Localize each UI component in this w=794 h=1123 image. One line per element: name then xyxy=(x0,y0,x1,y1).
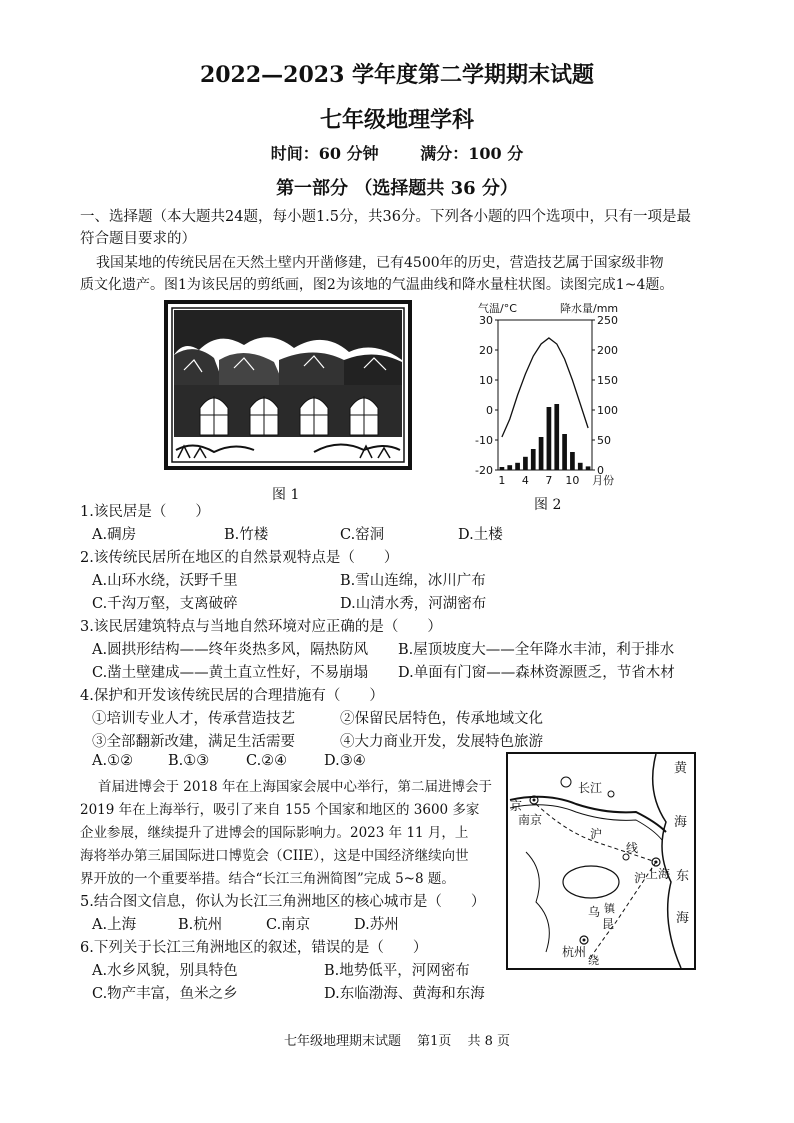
q2-option-c: C.千沟万壑，支离破碎 xyxy=(92,596,238,612)
precipitation-bar xyxy=(554,404,559,470)
exam-score: 满分：100 分 xyxy=(420,144,524,163)
passage2-line: 2019 年在上海举行，吸引了来自 155 个国家和地区的 3600 多家 xyxy=(80,802,480,818)
map-label-yellow: 黄 xyxy=(674,761,688,776)
chart-right-tick-label: 200 xyxy=(597,344,618,357)
q3-option-d: D.单面有门窗——森林资源匮乏，节省木材 xyxy=(398,665,675,681)
q5-option-c: C.南京 xyxy=(266,917,311,933)
precipitation-bar xyxy=(562,434,567,470)
figure2-caption: 图 2 xyxy=(534,497,562,513)
q4-statement-1: ①培训专业人才，传承营造技艺 xyxy=(92,711,295,727)
q2-option-d: D.山清水秀，河湖密布 xyxy=(340,596,487,612)
chart-left-tick-label: -20 xyxy=(475,464,493,477)
yangtze-delta-map xyxy=(506,752,696,970)
q1-option-b: B.竹楼 xyxy=(224,527,269,543)
q5-option-d: D.苏州 xyxy=(354,917,399,933)
precipitation-bar xyxy=(578,463,583,470)
q2-option-b: B.雪山连绵，冰川广布 xyxy=(340,573,486,589)
passage2 xyxy=(80,776,498,891)
q1-option-d: D.土楼 xyxy=(458,527,503,543)
q6-option-b: B.地势低平，河网密布 xyxy=(324,963,470,979)
question-6-stem: 6.下列关于长江三角洲地区的叙述，错误的是（ ） xyxy=(80,940,428,956)
q3-option-a: A.圆拱形结构——终年炎热多风，隔热防风 xyxy=(92,642,369,658)
chart-x-tick-label: 10 xyxy=(565,474,580,487)
passage2-line: 首届进博会于 2018 年在上海国家会展中心举行，第二届进博会于 xyxy=(98,779,492,795)
question-3-stem: 3.该民居建筑特点与当地自然环境对应正确的是（ ） xyxy=(80,619,442,635)
figure1-papercut xyxy=(164,300,412,470)
question-4-stem: 4.保护和开发该传统民居的合理措施有（ ） xyxy=(80,688,384,704)
q5-option-a: A.上海 xyxy=(92,917,137,933)
precipitation-bar xyxy=(523,457,528,470)
map-label-east: 东 xyxy=(676,869,690,884)
chart-right-tick-label: 50 xyxy=(597,434,611,447)
q4-option-b: B.①③ xyxy=(168,753,210,769)
footer-total: 共 8 页 xyxy=(467,1034,511,1049)
map-label-wu: 乌 xyxy=(588,905,601,919)
chart-x-tick-label: 7 xyxy=(545,474,553,487)
q4-statement-4: ④大力商业开发，发展特色旅游 xyxy=(340,734,543,750)
map-label-kun: 昆 xyxy=(602,917,615,931)
question-5-stem: 5.结合图文信息，你认为长江三角洲地区的核心城市是（ ） xyxy=(80,894,486,910)
precipitation-bar xyxy=(515,463,520,470)
map-label-zhen: 镇 xyxy=(604,902,615,915)
question-1-stem: 1.该民居是（ ） xyxy=(80,504,210,520)
q6-option-a: A.水乡风貌，别具特色 xyxy=(92,963,238,979)
passage-line2: 质文化遗产。图1为该民居的剪纸画，图2为该地的气温曲线和降水量柱状图。读图完成1~4题。 xyxy=(80,277,674,293)
chart-left-tick-label: 30 xyxy=(479,314,493,327)
chart-right-tick-label: 0 xyxy=(597,464,604,477)
map-label-sea1: 海 xyxy=(674,815,688,830)
chart-x-unit: 月份 xyxy=(592,474,615,487)
precipitation-bar xyxy=(500,467,505,470)
q6-option-d: D.东临渤海、黄海和东海 xyxy=(324,986,485,1002)
section-intro-line2: 符合题目要求的） xyxy=(80,231,196,247)
chart-left-tick-label: -10 xyxy=(475,434,493,447)
chart-right-tick-label: 150 xyxy=(597,374,618,387)
section-intro-line1: 一、选择题（本大题共24题，每小题1.5分，共36分。下列各小题的四个选项中，只有一项是最 xyxy=(80,209,691,225)
q4-statement-3: ③全部翻新改建，满足生活需要 xyxy=(92,734,295,750)
chart-left-axis-label: 气温/°C xyxy=(478,302,517,315)
q4-option-c: C.②④ xyxy=(246,753,288,769)
chart-left-tick-label: 0 xyxy=(486,404,493,417)
figure2-climate-chart xyxy=(470,312,630,490)
precipitation-bar xyxy=(547,407,552,470)
chart-right-axis-label: 降水量/mm xyxy=(560,302,619,315)
exam-subtitle: 七年级地理学科 xyxy=(319,107,474,133)
footer-page: 第1页 xyxy=(417,1034,452,1049)
temperature-curve xyxy=(502,338,588,437)
map-label-zhu: 绕 xyxy=(588,954,599,967)
chart-left-tick-label: 10 xyxy=(479,374,493,387)
map-label-hu2: 沪 xyxy=(634,871,647,885)
map-label-shanghai: 上海 xyxy=(646,867,671,881)
chart-right-tick-label: 100 xyxy=(597,404,618,417)
q2-option-a: A.山环水绕，沃野千里 xyxy=(92,573,238,589)
chart-left-tick-label: 20 xyxy=(479,344,493,357)
q4-option-d: D.③④ xyxy=(324,753,366,769)
q5-option-b: B.杭州 xyxy=(178,917,223,933)
q1-option-a: A.碉房 xyxy=(92,527,137,543)
q4-statement-2: ②保留民居特色，传承地域文化 xyxy=(340,711,543,727)
question-2-stem: 2.该传统民居所在地区的自然景观特点是（ ） xyxy=(80,550,399,566)
chart-x-tick-label: 1 xyxy=(498,474,506,487)
precipitation-bar xyxy=(586,466,591,470)
passage2-line: 海将举办第三届国际进口博览会（CIIE），这是中国经济继续向世 xyxy=(80,848,469,864)
map-label-xian: 线 xyxy=(626,841,639,855)
exam-time: 时间：60 分钟 xyxy=(270,144,379,163)
q3-option-c: C.凿土壁建成——黄土直立性好，不易崩塌 xyxy=(92,665,369,681)
map-label-sea2: 海 xyxy=(676,911,690,926)
q6-option-c: C.物产丰富，鱼米之乡 xyxy=(92,986,238,1002)
precipitation-bar xyxy=(570,452,575,470)
exam-meta xyxy=(0,141,794,164)
exam-title: 2022—2023 学年度第二学期期末试题 xyxy=(199,62,595,88)
map-label-changjiang: 长江 xyxy=(578,781,603,795)
footer-exam-name: 七年级地理期末试题 xyxy=(283,1034,401,1049)
map-label-hangzhou: 杭州 xyxy=(562,945,587,959)
figure1-caption: 图 1 xyxy=(272,487,300,503)
passage2-line: 界开放的一个重要举措。结合“长江三角洲简图”完成 5~8 题。 xyxy=(80,871,455,887)
passage2-line: 企业参展，继续提升了进博会的国际影响力。2023 年 11 月，上 xyxy=(80,825,469,841)
q4-option-a: A.①② xyxy=(92,753,134,769)
q3-option-b: B.屋顶坡度大——全年降水丰沛，利于排水 xyxy=(398,642,675,658)
map-label-nanjing: 南京 xyxy=(518,813,543,827)
map-label-hu: 沪 xyxy=(590,827,603,841)
part-heading: 第一部分 （选择题共 36 分） xyxy=(276,178,518,199)
map-label-jing: 京 xyxy=(510,799,523,813)
precipitation-bar xyxy=(539,437,544,470)
page-footer xyxy=(0,1030,794,1049)
chart-right-tick-label: 250 xyxy=(597,314,618,327)
chart-x-tick-label: 4 xyxy=(521,474,529,487)
precipitation-bar xyxy=(531,449,536,470)
precipitation-bar xyxy=(507,465,512,470)
passage-line1: 我国某地的传统民居在天然土壁内开凿修建，已有4500年的历史，营造技艺属于国家级非物 xyxy=(96,255,664,271)
q1-option-c: C.窑洞 xyxy=(340,527,385,543)
